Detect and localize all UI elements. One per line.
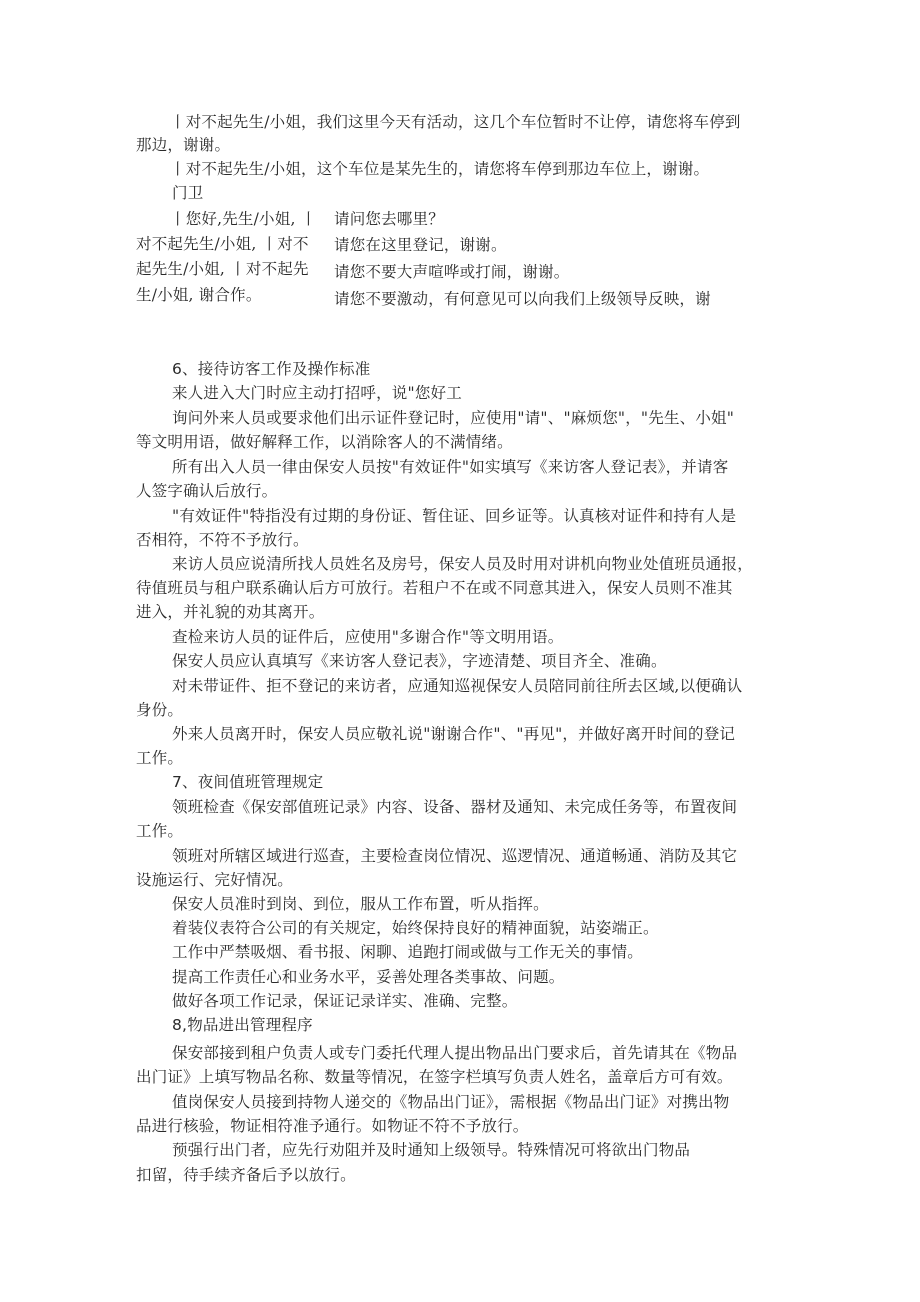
gate-left-line: 丨您好,先生/小姐, 丨: [170, 210, 317, 228]
section-heading-7: 7、夜间值班管理规定: [172, 773, 324, 791]
section-heading-6: 6、接待访客工作及操作标准: [172, 360, 371, 378]
gate-left-line: 起先生/小姐, 丨对不起先: [136, 260, 309, 278]
paragraph-line: 值岗保安人员接到持物人递交的《物品出门证》，需根据《物品出门证》对携出物: [172, 1093, 730, 1111]
gate-right-line: 请您不要大声喧哗或打闹，谢谢。: [334, 263, 570, 281]
paragraph-line: 预强行出门者，应先行劝阻并及时通知上级领导。特殊情况可将欲出门物品: [172, 1141, 691, 1159]
paragraph-line: 保安人员应认真填写《来访客人登记表》，字迹清楚、项目齐全、准确。: [172, 652, 667, 670]
paragraph-line: 保安部接到租户负责人或专门委托代理人提出物品出门要求后，首先请其在《物品: [172, 1044, 738, 1062]
paragraph-line: 提高工作责任心和业务水平，妥善处理各类事故、问题。: [172, 968, 565, 986]
paragraph-line: 领班检查《保安部值班记录》内容、设备、器材及通知、未完成任务等，布置夜间: [172, 798, 738, 816]
paragraph-line: 外来人员离开时，保安人员应敬礼说"谢谢合作"、"再见"，并做好离开时间的登记: [172, 725, 736, 743]
paragraph-line: 扣留，待手续齐备后予以放行。: [136, 1166, 356, 1184]
paragraph-line: 来人进入大门时应主动打招呼，说"您好工: [172, 384, 462, 402]
paragraph-line: 否相符，不符不予放行。: [136, 531, 309, 549]
paragraph-line: 待值班员与租户联系确认后方可放行。若租户不在或不同意其进入，保安人员则不准其: [136, 579, 733, 597]
section-heading-8: 8,物品进出管理程序: [172, 1016, 313, 1034]
paragraph-line: 查检来访人员的证件后，应使用"多谢合作"等文明用语。: [172, 628, 564, 646]
paragraph-line: 丨对不起先生/小姐，我们这里今天有活动，这几个车位暂时不让停，请您将车停到: [170, 113, 741, 131]
paragraph-line: 人签字确认后放行。: [136, 482, 278, 500]
gate-left-line: 对不起先生/小姐, 丨对不: [136, 235, 309, 253]
paragraph-line: 出门证》上填写物品名称、数量等情况，在签字栏填写负责人姓名，盖章后方可有效。: [136, 1068, 733, 1086]
paragraph-line: 工作。: [136, 749, 184, 767]
paragraph-line: 对未带证件、拒不登记的来访者，应通知巡视保安人员陪同前往所去区域,以便确认: [172, 677, 743, 695]
section-title-gate: 门卫: [172, 184, 204, 202]
paragraph-line: 询问外来人员或要求他们出示证件登记时，应使用"请"、"麻烦您"，"先生、小姐": [172, 409, 735, 427]
paragraph-line: 着装仪表符合公司的有关规定，始终保持良好的精神面貌，站姿端正。: [172, 919, 659, 937]
paragraph-line: 所有出入人员一律由保安人员按"有效证件"如实填写《来访客人登记表》，并请客: [172, 458, 729, 476]
paragraph-line: 保安人员准时到岗、到位，服从工作布置，听从指挥。: [172, 895, 549, 913]
gate-right-line: 请您在这里登记，谢谢。: [334, 236, 507, 254]
paragraph-line: 品进行核验，物证相符准予通行。如物证不符不予放行。: [136, 1117, 529, 1135]
gate-right-line: 请问您去哪里？: [334, 210, 444, 228]
paragraph-line: 设施运行、完好情况。: [136, 871, 294, 889]
paragraph-line: 那边，谢谢。: [136, 136, 231, 154]
gate-right-line: 请您不要激动，有何意见可以向我们上级领导反映，谢: [334, 290, 711, 308]
paragraph-line: "有效证件"特指没有过期的身份证、暂住证、回乡证等。认真核对证件和持有人是: [172, 507, 737, 525]
paragraph-line: 来访人员应说清所找人员姓名及房号，保安人员及时用对讲机向物业处值班员通报，: [172, 555, 753, 573]
paragraph-line: 进入，并礼貌的劝其离开。: [136, 603, 325, 621]
paragraph-line: 身份。: [136, 701, 184, 719]
paragraph-line: 工作。: [136, 822, 184, 840]
paragraph-line: 工作中严禁吸烟、看书报、闲聊、追跑打闹或做与工作无关的事情。: [172, 943, 644, 961]
gate-left-line: 生/小姐, 谢合作。: [136, 286, 262, 304]
paragraph-line: 领班对所辖区域进行巡查，主要检查岗位情况、巡逻情况、通道畅通、消防及其它: [172, 847, 738, 865]
paragraph-line: 等文明用语，做好解释工作，以消除客人的不满情绪。: [136, 433, 513, 451]
paragraph-line: 丨对不起先生/小姐，这个车位是某先生的，请您将车停到那边车位上，谢谢。: [170, 160, 710, 178]
paragraph-line: 做好各项工作记录，保证记录详实、准确、完整。: [172, 992, 518, 1010]
